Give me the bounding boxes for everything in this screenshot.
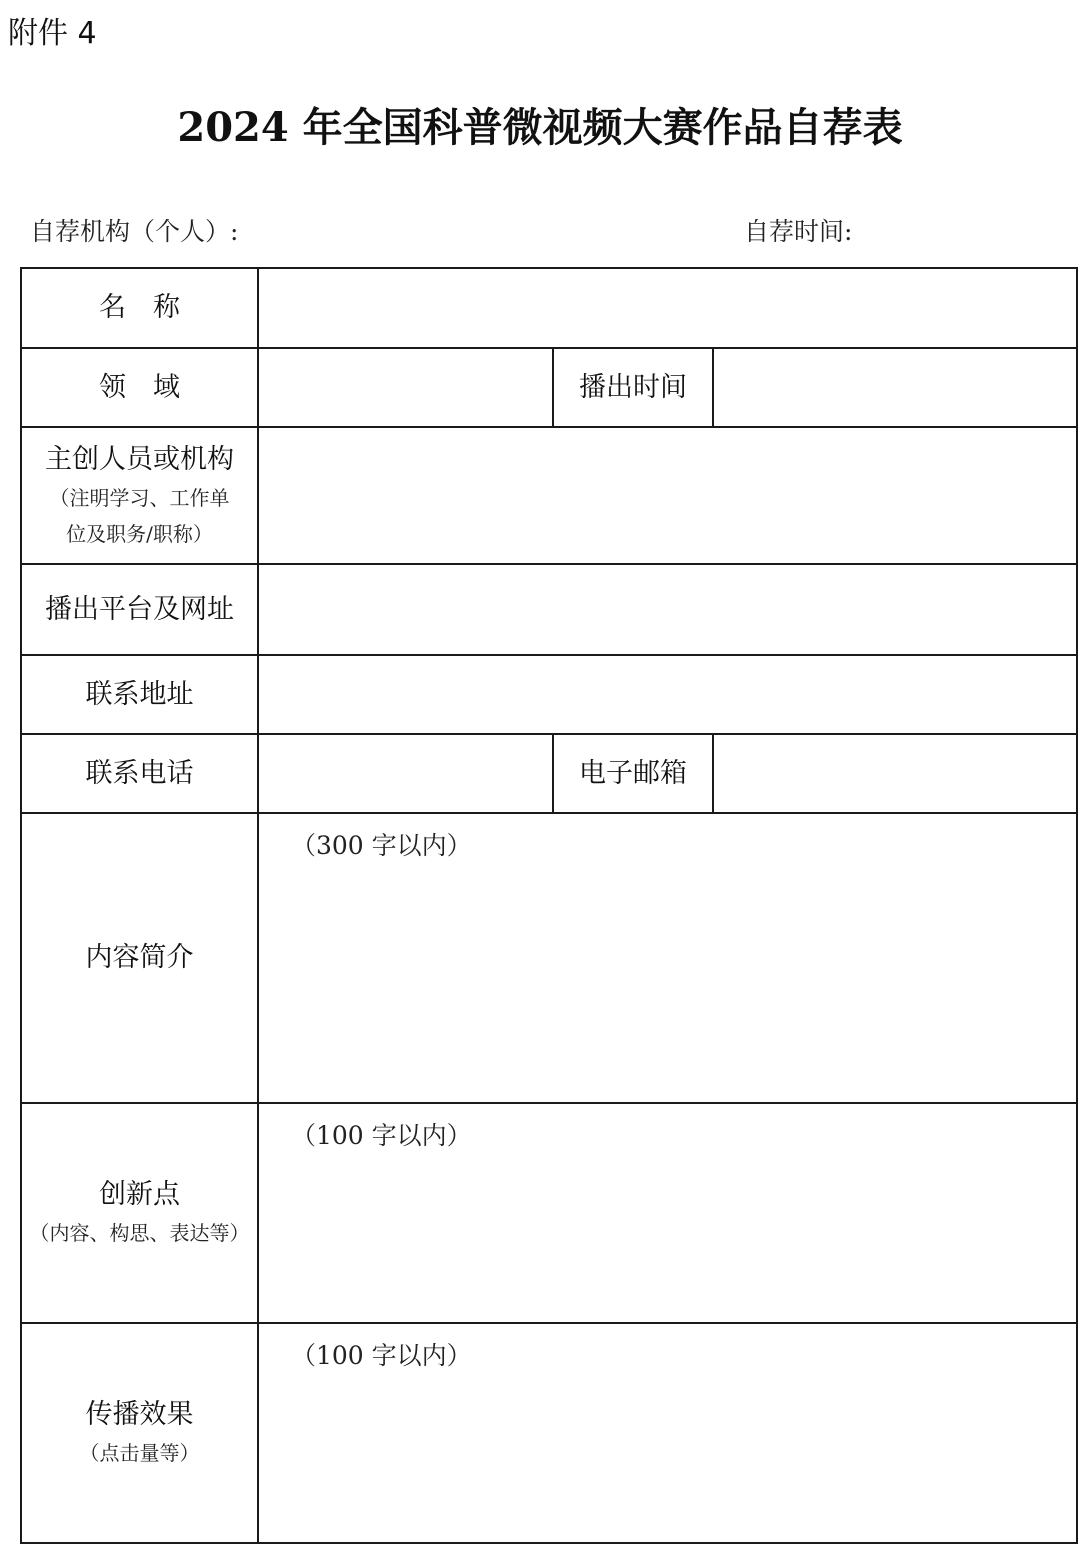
address-label-cell [21, 655, 258, 734]
row-contact [21, 734, 1077, 813]
effect-label-cell [21, 1323, 258, 1543]
effect-note: （点击量等） [79, 1441, 200, 1465]
form-title: 2024 年全国科普微视频大赛作品自荐表 [177, 104, 903, 151]
name-input-cell[interactable] [258, 268, 1077, 348]
phone-input-cell[interactable] [258, 734, 553, 813]
creator-label: 主创人员或机构 [45, 443, 234, 475]
email-input-cell[interactable] [713, 734, 1077, 813]
innovation-note: （内容、构思、表达等） [29, 1221, 250, 1245]
platform-label: 播出平台及网址 [45, 593, 234, 625]
summary-hint: （300 字以内） [291, 831, 472, 860]
platform-input-cell[interactable] [258, 564, 1077, 655]
recommendation-form-table [20, 267, 1078, 1544]
innovation-input-cell[interactable] [258, 1103, 1077, 1323]
date-label: 自荐时间: [744, 217, 853, 246]
address-input-cell[interactable] [258, 655, 1077, 734]
platform-label-cell [21, 564, 258, 655]
row-name [21, 268, 1077, 348]
field-input-cell[interactable] [258, 348, 553, 427]
creator-label-cell [21, 427, 258, 564]
row-address [21, 655, 1077, 734]
summary-label-cell [21, 813, 258, 1103]
air-time-input-cell[interactable] [713, 348, 1077, 427]
air-time-label: 播出时间 [579, 371, 687, 403]
effect-label: 传播效果 [85, 1399, 194, 1430]
innovation-label: 创新点 [99, 1179, 180, 1210]
field-label: 领 域 [99, 371, 180, 403]
creator-input-cell[interactable] [258, 427, 1077, 564]
creator-note-line2: 位及职务/职称） [66, 521, 213, 546]
effect-hint: （100 字以内） [291, 1341, 472, 1370]
row-field [21, 348, 1077, 427]
row-innovation [21, 1103, 1077, 1323]
recommender-label: 自荐机构（个人）: [30, 217, 239, 246]
row-creator [21, 427, 1077, 564]
creator-note-line1: （注明学习、工作单 [49, 485, 230, 510]
address-label: 联系地址 [85, 678, 194, 710]
attachment-label: 附件 4 [8, 16, 97, 51]
name-label: 名 称 [99, 292, 180, 323]
field-label-cell [21, 348, 258, 427]
effect-input-cell[interactable] [258, 1323, 1077, 1543]
row-platform [21, 564, 1077, 655]
phone-label: 联系电话 [85, 757, 194, 789]
email-label-cell [553, 734, 713, 813]
row-summary [21, 813, 1077, 1103]
row-effect [21, 1323, 1077, 1543]
air-time-label-cell [553, 348, 713, 427]
summary-label: 内容简介 [85, 942, 194, 973]
innovation-hint: （100 字以内） [291, 1121, 472, 1150]
summary-input-cell[interactable] [258, 813, 1077, 1103]
email-label: 电子邮箱 [579, 757, 687, 789]
innovation-label-cell [21, 1103, 258, 1323]
phone-label-cell [21, 734, 258, 813]
name-label-cell [21, 268, 258, 348]
